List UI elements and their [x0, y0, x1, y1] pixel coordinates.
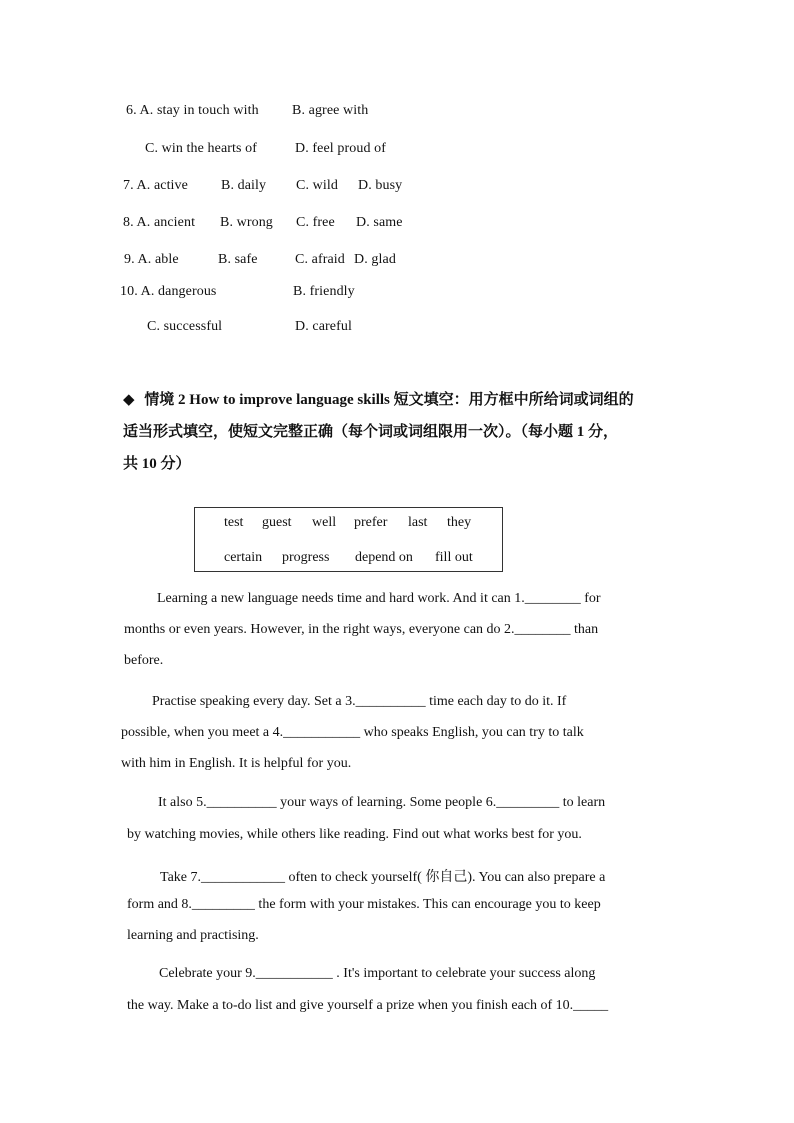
- q8-option-c: C. free: [296, 215, 335, 230]
- bullet-diamond-icon: ◆: [123, 392, 135, 408]
- q8-option-a: 8. A. ancient: [123, 215, 196, 230]
- q9-option-a: 9. A. able: [124, 252, 179, 267]
- q10-option-c: C. successful: [147, 319, 223, 334]
- q7-option-d: D. busy: [358, 178, 403, 193]
- q7-option-b: B. daily: [221, 178, 267, 193]
- q8-option-d: D. same: [356, 215, 403, 230]
- section-heading-line1: [123, 388, 634, 409]
- q6-option-b: B. agree with: [292, 103, 369, 118]
- section-heading-line2: 适当形式填空，使短文完整正确（每个词或词组限用一次）。（每小题 1 分，: [123, 424, 619, 440]
- q6-option-a: 6. A. stay in touch with: [126, 103, 259, 118]
- section-heading-text: 情境 2 How to improve language skills 短文填空：用方框中所给词或词组的: [144, 392, 634, 408]
- word-fill-out: fill out: [435, 550, 473, 565]
- passage-line: possible, when you meet a 4.___________ who speaks English, you can try to talk: [121, 725, 584, 740]
- q7-option-c: C. wild: [296, 178, 338, 193]
- word-they: they: [447, 515, 472, 530]
- passage-line: before.: [124, 653, 164, 668]
- word-depend-on: depend on: [355, 550, 413, 565]
- q10-option-a: 10. A. dangerous: [120, 284, 217, 299]
- word-prefer: prefer: [354, 515, 388, 530]
- passage-line: Take 7.____________ often to check yourself( 你自己). You can also prepare a: [160, 870, 606, 885]
- q6-option-d: D. feel proud of: [295, 141, 387, 156]
- passage-line: the way. Make a to-do list and give yourself a prize when you finish each of 10._____: [127, 998, 609, 1013]
- passage-line: form and 8._________ the form with your mistakes. This can encourage you to keep: [127, 897, 601, 912]
- passage-line: learning and practising.: [127, 928, 259, 943]
- q6-option-c: C. win the hearts of: [145, 141, 258, 156]
- word-guest: guest: [262, 515, 292, 530]
- word-progress: progress: [282, 550, 330, 565]
- word-well: well: [312, 515, 337, 530]
- q8-option-b: B. wrong: [220, 215, 273, 230]
- q9-option-c: C. afraid: [295, 252, 345, 267]
- q7-option-a: 7. A. active: [123, 178, 188, 193]
- passage-line: Learning a new language needs time and hard work. And it can 1.________ for: [157, 591, 601, 606]
- word-certain: certain: [224, 550, 263, 565]
- passage-line: months or even years. However, in the right ways, everyone can do 2.________ than: [124, 622, 599, 637]
- q10-option-d: D. careful: [295, 319, 352, 334]
- word-test: test: [224, 515, 244, 530]
- q9-option-b: B. safe: [218, 252, 258, 267]
- word-last: last: [408, 515, 428, 530]
- passage-line: Celebrate your 9.___________ . It's important to celebrate your success along: [159, 966, 596, 981]
- q9-option-d: D. glad: [354, 252, 396, 267]
- q10-option-b: B. friendly: [293, 284, 355, 299]
- passage-line: Practise speaking every day. Set a 3.__________ time each day to do it. If: [152, 694, 567, 709]
- passage-line: It also 5.__________ your ways of learning. Some people 6._________ to learn: [158, 795, 606, 810]
- section-heading-line3: 共 10 分）: [123, 456, 191, 472]
- passage-line: by watching movies, while others like reading. Find out what works best for you.: [127, 827, 582, 842]
- passage-line: with him in English. It is helpful for you.: [121, 756, 352, 771]
